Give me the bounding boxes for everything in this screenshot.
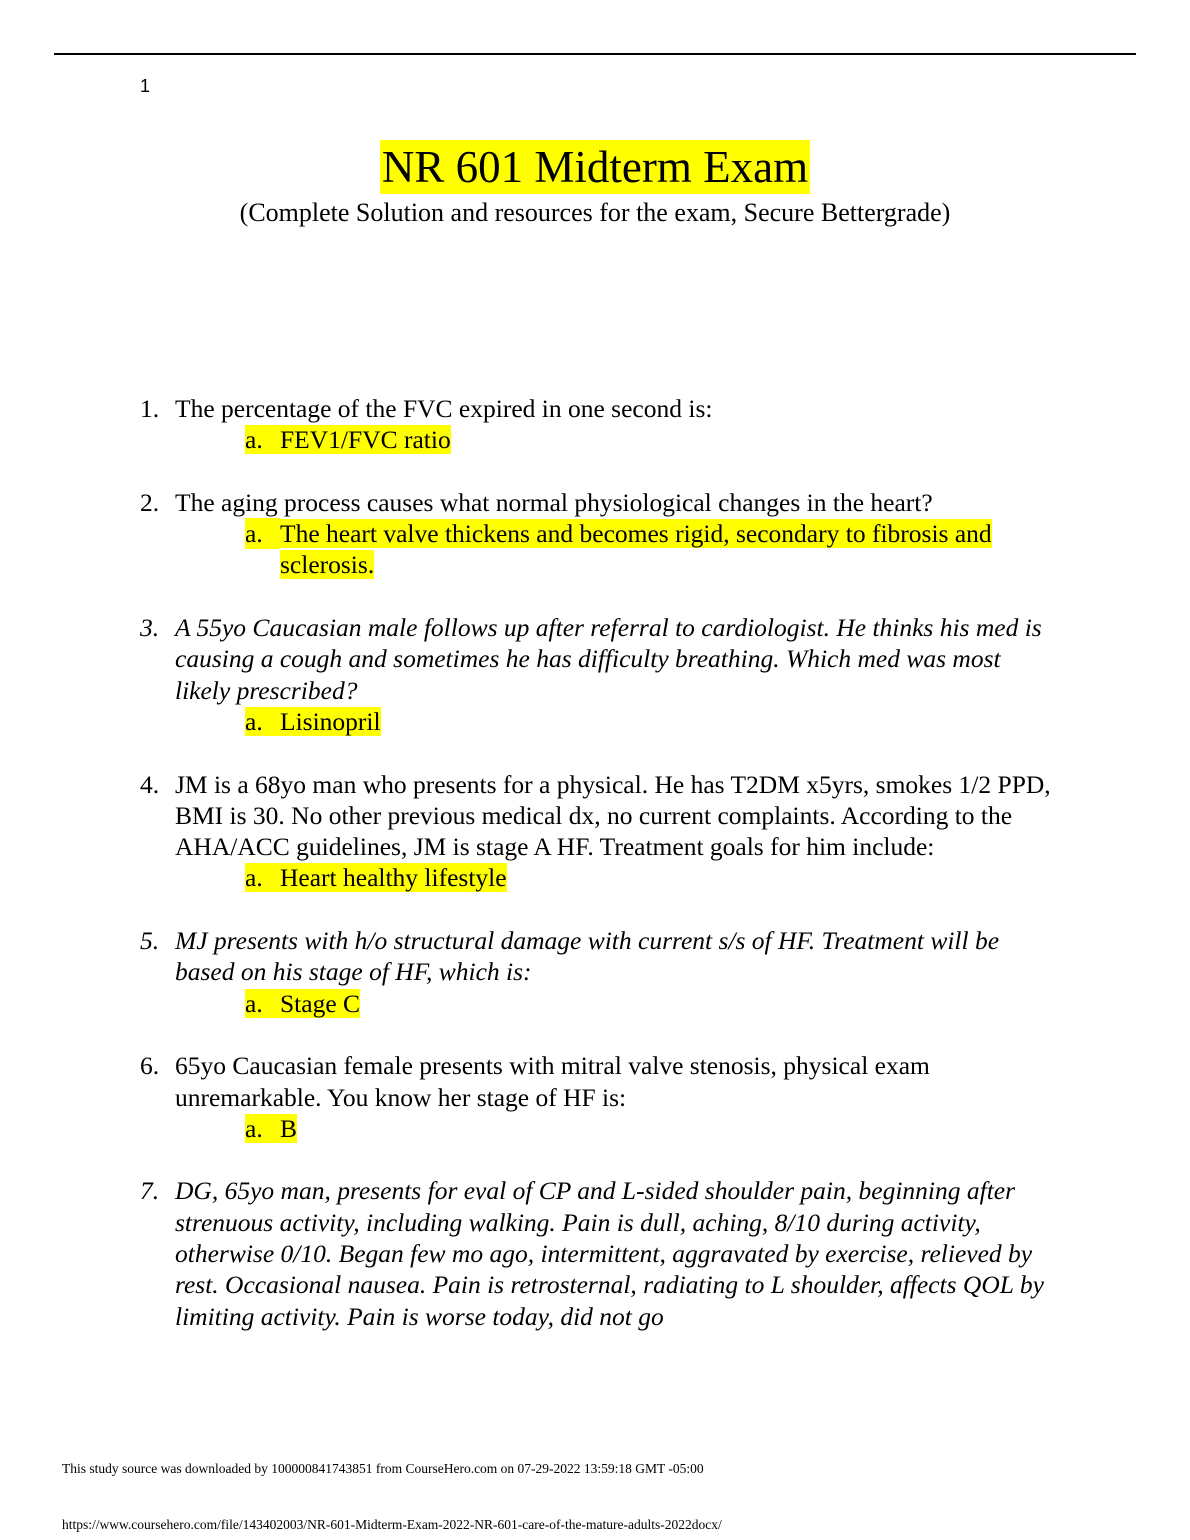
question-number: 2.: [140, 487, 160, 517]
answer-text: FEV1/FVC ratio: [280, 425, 451, 455]
question-number: 4.: [140, 769, 160, 799]
question-item: [140, 393, 1060, 456]
question-list: [140, 393, 1060, 1363]
answer-text: B: [280, 1113, 298, 1143]
answer-text: Stage C: [280, 988, 361, 1018]
answer-letter: a.: [245, 518, 280, 549]
document-subtitle: (Complete Solution and resources for the exam, Secure Bettergrade): [239, 198, 951, 227]
answer: [245, 424, 1060, 455]
question-text: The percentage of the FVC expired in one second is:: [175, 394, 713, 423]
title-container: [0, 140, 1190, 194]
answer-letter: a.: [245, 706, 263, 736]
question-item: [140, 1050, 1060, 1144]
question-text: JM is a 68yo man who presents for a physical. He has T2DM x5yrs, smokes 1/2 PPD, BMI is 30. No other previous medical dx, no current complaints. According to the AHA/ACC guidelines, JM is stage A HF. Treatment goals for him include:: [175, 769, 1051, 862]
document-title: NR 601 Midterm Exam: [381, 142, 809, 192]
answer: [245, 706, 1060, 737]
answer-letter: a.: [245, 988, 263, 1018]
question-text: A 55yo Caucasian male follows up after referral to cardiologist. He thinks his med is causing a cough and sometimes he has difficulty breathing. Which med was most likely prescribed?: [175, 613, 1042, 705]
question-number: 6.: [140, 1051, 160, 1081]
answer-letter: a.: [245, 1113, 263, 1143]
answer-text: The heart valve thickens and becomes rigid, secondary to fibrosis and sclerosis.: [280, 519, 992, 580]
source-url[interactable]: https://www.coursehero.com/file/143402003/NR-601-Midterm-Exam-2022-NR-601-care-of-the-mature-adults-2022docx/: [62, 1517, 722, 1532]
question-text: The aging process causes what normal physiological changes in the heart?: [175, 487, 933, 517]
answer: [245, 1113, 1060, 1144]
question-text: DG, 65yo man, presents for eval of CP and L-sided shoulder pain, beginning after strenuous activity, including walking. Pain is dull, aching, 8/10 during activity, otherwise 0/10. Began few mo ago, intermittent, aggravated by exercise, relieved by rest. Occasional nausea. Pain is retrosternal, radiating to L shoulder, affects QOL by limiting activity. Pain is worse today, did not go: [175, 1176, 1044, 1331]
question-number: 5.: [140, 926, 160, 956]
question-item: [140, 487, 1060, 581]
answer-text: Lisinopril: [280, 706, 381, 736]
question-number: 1.: [140, 394, 160, 423]
question-number: 7.: [140, 1176, 160, 1206]
question-item: [140, 925, 1060, 1019]
header-rule: [54, 53, 1136, 55]
answer-letter: a.: [245, 863, 263, 893]
answer-text: Heart healthy lifestyle: [280, 863, 507, 893]
question-item: [140, 1175, 1060, 1331]
download-note: This study source was downloaded by 100000841743851 from CourseHero.com on 07-29-2022 13:59:18 GMT -05:00: [62, 1461, 704, 1476]
answer: [245, 518, 1060, 581]
answer: [245, 862, 1060, 893]
answer: [245, 988, 1060, 1019]
question-number: 3.: [140, 613, 160, 643]
question-item: [140, 612, 1060, 737]
page-number: 1: [140, 76, 151, 96]
question-text: 65yo Caucasian female presents with mitral valve stenosis, physical exam unremarkable. You know her stage of HF is:: [175, 1051, 930, 1112]
answer-letter: a.: [245, 425, 263, 455]
question-text: MJ presents with h/o structural damage with current s/s of HF. Treatment will be based on his stage of HF, which is:: [175, 926, 1000, 987]
question-item: [140, 769, 1060, 894]
